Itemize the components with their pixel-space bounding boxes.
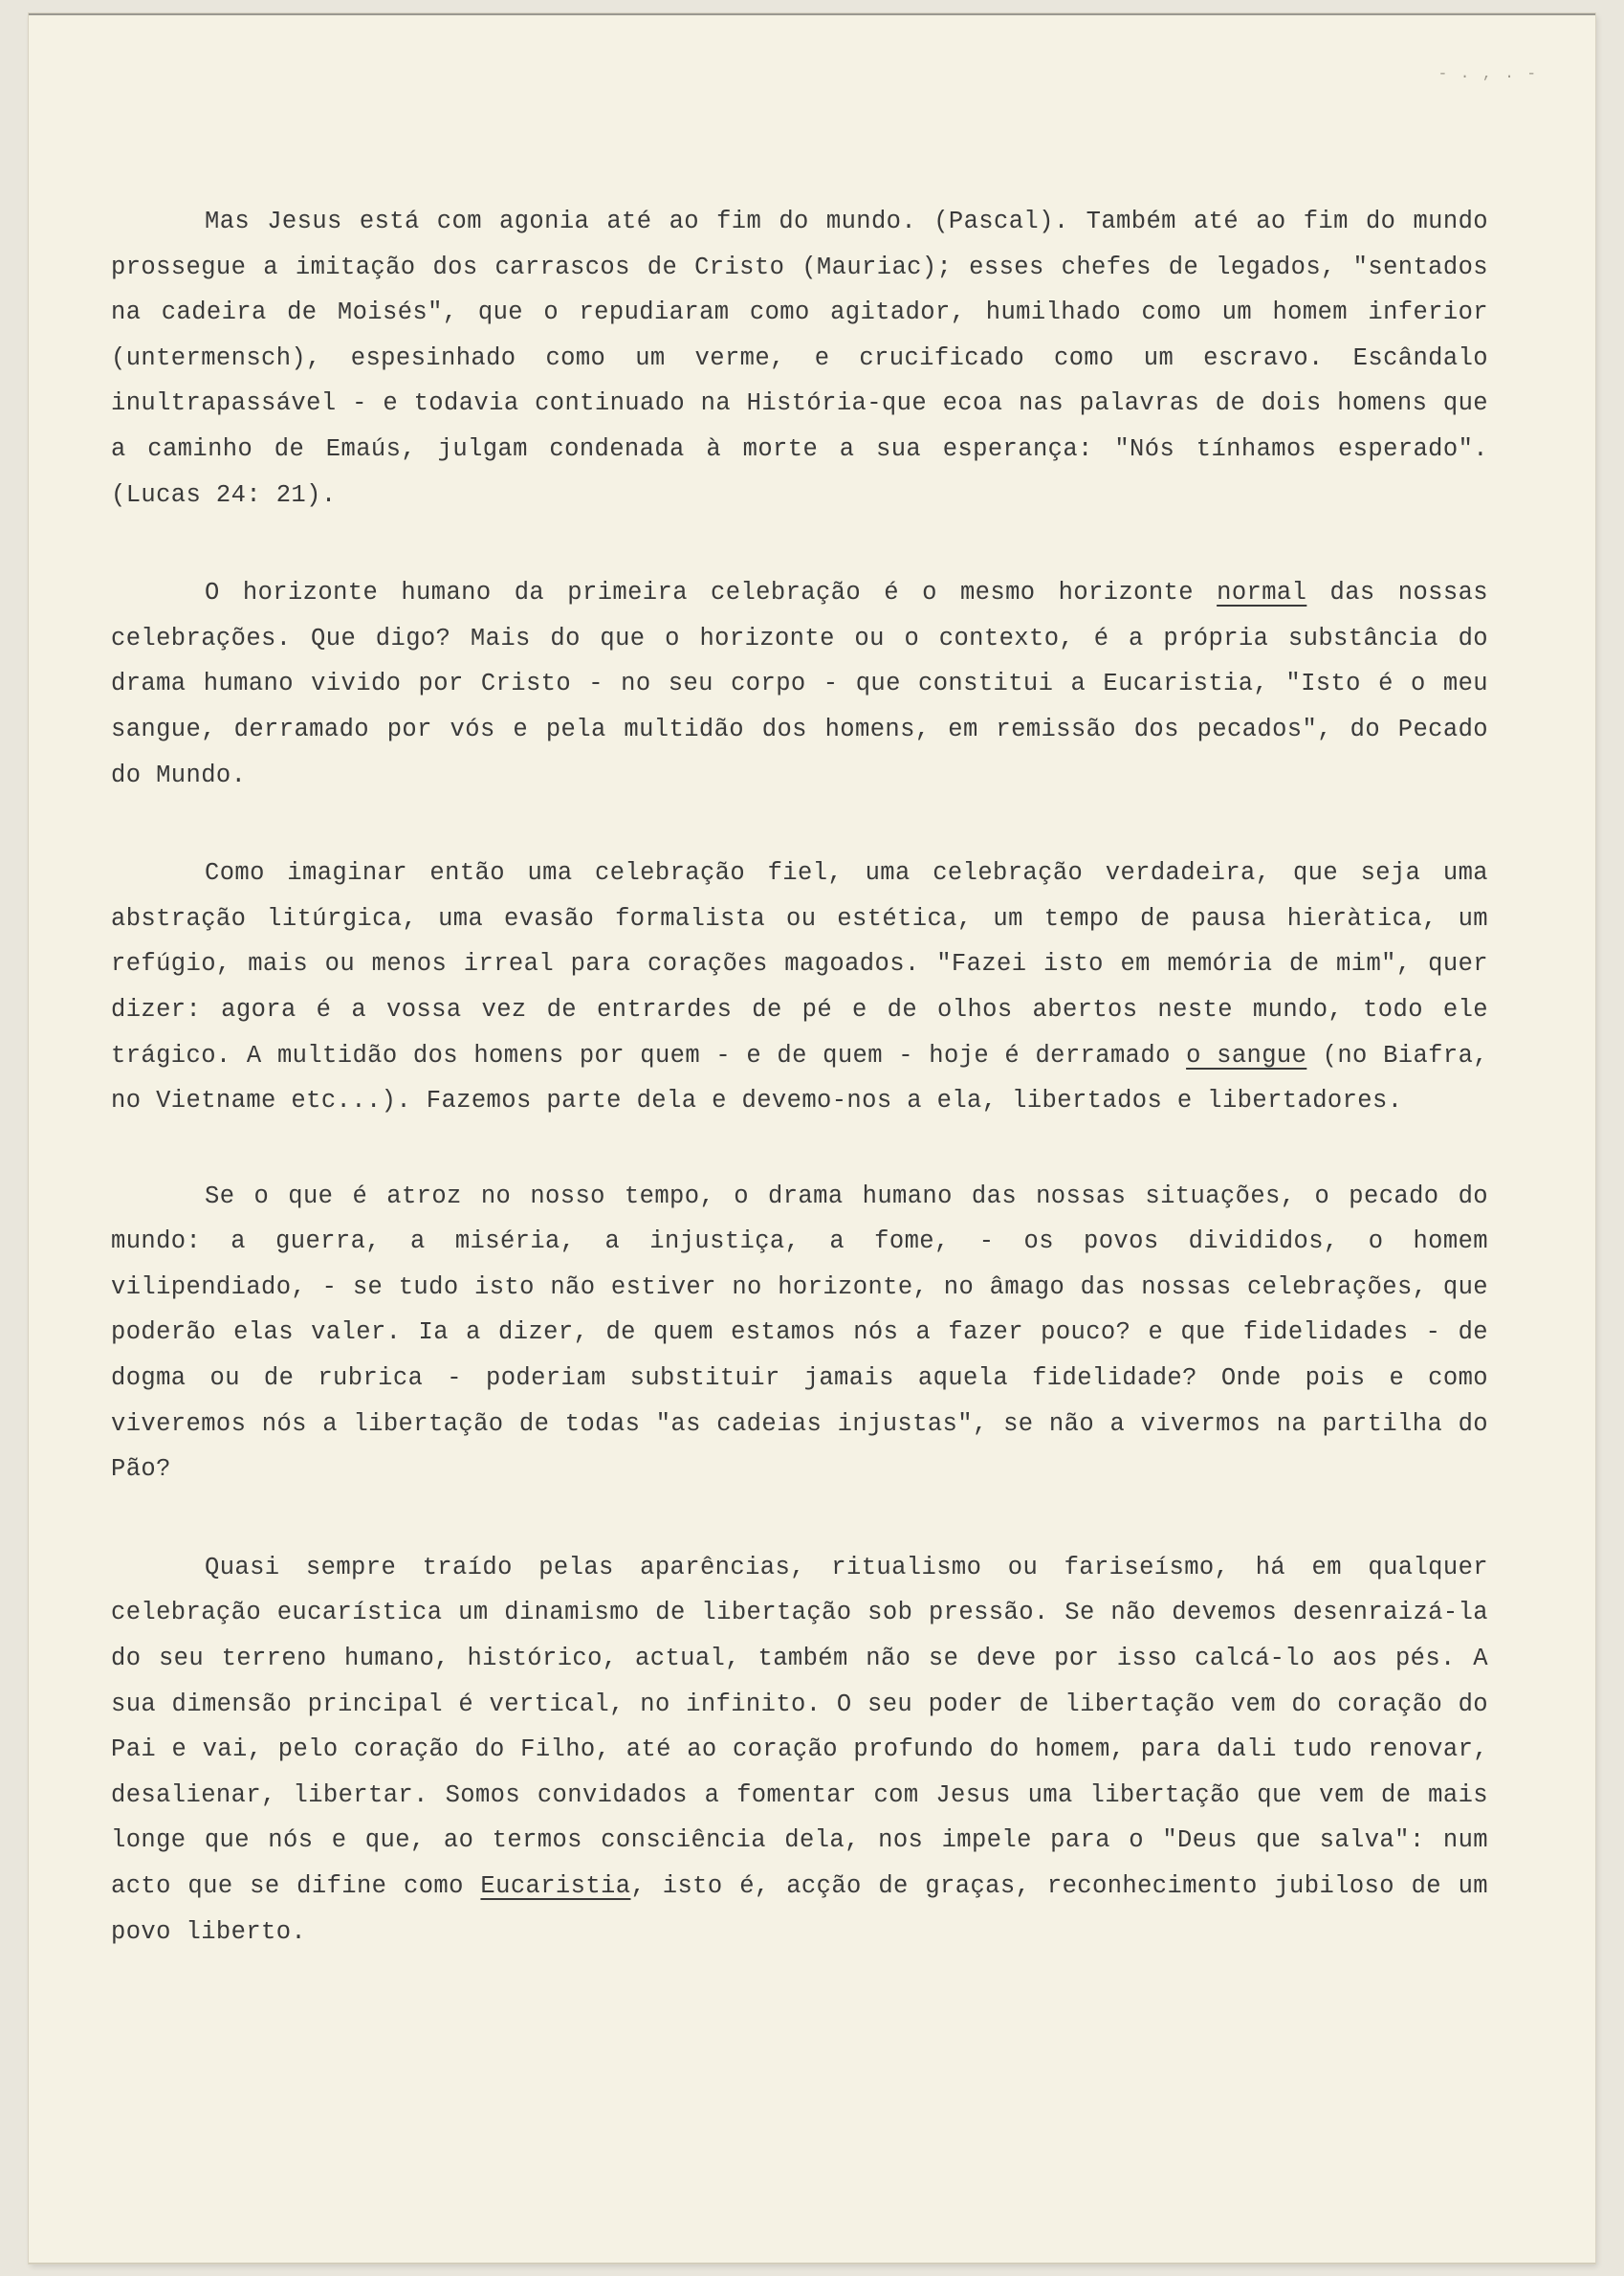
document-page [29, 13, 1595, 2264]
document-body [111, 199, 1488, 2007]
page-bottom-edge [29, 2263, 1595, 2264]
paragraph-text: das nossas celebrações. Que digo? Mais do que o horizonte ou o contexto, é a própria substância do drama humano vivido por Cristo - no seu corpo - que constitui a Eucaristia, "Isto é o meu sangue, derramado por vós e pela multidão dos homens, em remissão dos pecados", do Pecado do Mundo. [111, 579, 1488, 789]
paragraph-1 [111, 199, 1488, 518]
paragraph-3 [111, 851, 1488, 1124]
underlined-text: normal [1217, 579, 1307, 608]
page-top-edge [29, 13, 1595, 15]
underlined-text: o sangue [1186, 1041, 1307, 1070]
paragraph-text: (no Biafra, no Vietname etc...). Fazemos parte dela e devemo-nos a ela, libertados e libertadores. [111, 1041, 1488, 1116]
paragraph-5 [111, 1545, 1488, 1955]
paragraph-text: Se o que é atroz no nosso tempo, o drama humano das nossas situações, o pecado do mundo: a guerra, a miséria, a injustiça, a fome, - os povos divididos, o homem vilipendiado, - se tudo isto não estiver no horizonte, no âmago das nossas celebrações, que poderão elas valer. Ia a dizer, de quem estamos nós a fazer pouco? e que fidelidades - de dogma ou de rubrica - poderiam substituir jamais aquela fidelidade? Onde pois e como viveremos nós a libertação de todas "as cadeias injustas", se não a vivermos na partilha do Pão? [111, 1182, 1488, 1484]
paragraph-text: Mas Jesus está com agonia até ao fim do mundo. (Pascal). Também até ao fim do mundo prossegue a imitação dos carrascos de Cristo (Mauriac); esses chefes de legados, "sentados na cadeira de Moisés", que o repudiaram como agitador, humilhado como um homem inferior (untermensch), espesinhado como um verme, e crucificado como um escravo. Escândalo inultrapassável - e todavia continuado na História-que ecoa nas palavras de dois homens que a caminho de Emaús, julgam condenada à morte a sua esperança: "Nós tínhamos esperado". (Lucas 24: 21). [111, 208, 1488, 509]
paragraph-text: O horizonte humano da primeira celebração é o mesmo horizonte [205, 579, 1218, 608]
paragraph-2 [111, 570, 1488, 798]
paragraph-text: , isto é, acção de graças, reconhecimento jubiloso de um povo liberto. [111, 1872, 1488, 1946]
underlined-text: Eucaristia [480, 1872, 631, 1900]
page-mark: - . , . - [1437, 65, 1538, 82]
paragraph-4 [111, 1174, 1488, 1492]
paragraph-text: Quasi sempre traído pelas aparências, ritualismo ou fariseísmo, há em qualquer celebração eucarística um dinamismo de libertação sob pressão. Se não devemos desenraizá-la do seu terreno humano, histórico, actual, também não se deve por isso calcá-lo aos pés. A sua dimensão principal é vertical, no infinito. O seu poder de libertação vem do coração do Pai e vai, pelo coração do Filho, até ao coração profundo do homem, para dali tudo renovar, desalienar, libertar. Somos convidados a fomentar com Jesus uma libertação que vem de mais longe que nós e que, ao termos consciência dela, nos impele para o "Deus que salva": num acto que se difine como [111, 1553, 1488, 1900]
paragraph-text: Como imaginar então uma celebração fiel, uma celebração verdadeira, que seja uma abstração litúrgica, uma evasão formalista ou estética, um tempo de pausa hieràtica, um refúgio, mais ou menos irreal para corações magoados. "Fazei isto em memória de mim", quer dizer: agora é a vossa vez de entrardes de pé e de olhos abertos neste mundo, todo ele trágico. A multidão dos homens por quem - e de quem - hoje é derramado [111, 859, 1488, 1070]
